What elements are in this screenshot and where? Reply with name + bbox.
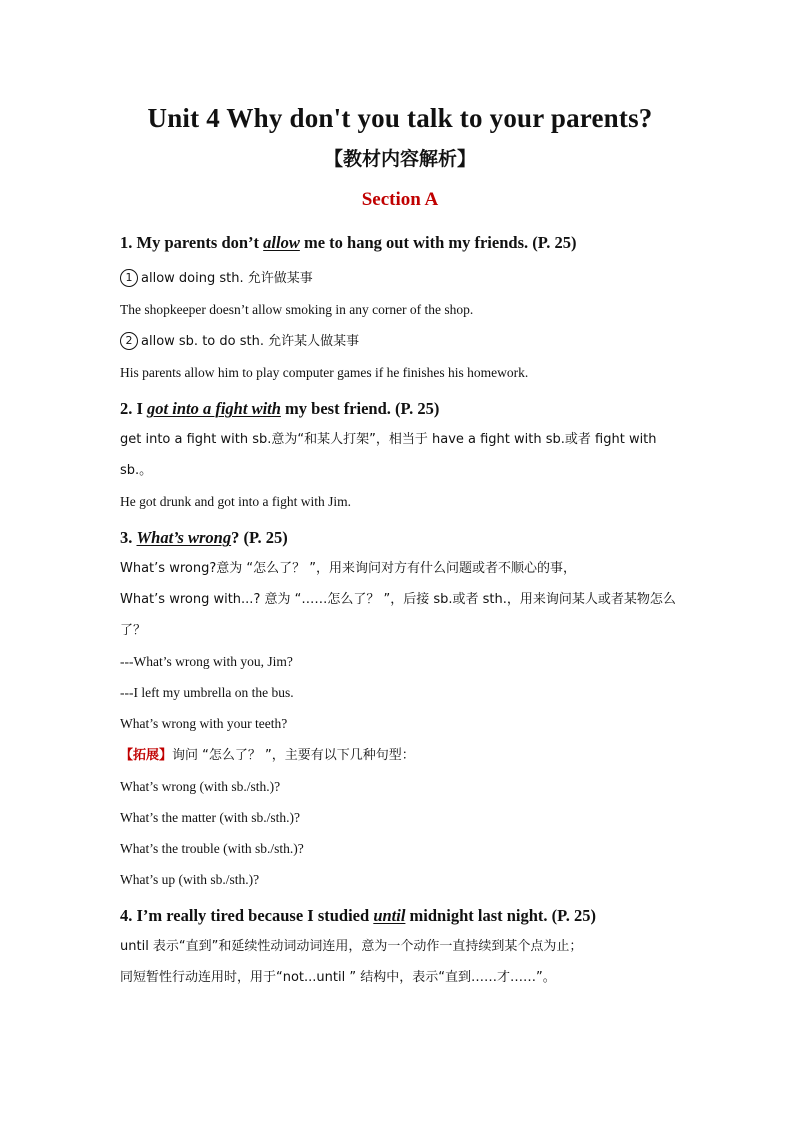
heading-text: my best friend. (P. 25) bbox=[280, 399, 440, 418]
circled-number: 1 bbox=[120, 269, 138, 287]
item-1 bbox=[120, 228, 680, 388]
dialog-line: ---What’s wrong with you, Jim? bbox=[120, 654, 293, 669]
usage-text: allow doing sth. 允许做某事 bbox=[141, 271, 313, 286]
heading-text: midnight last night. (P. 25) bbox=[405, 906, 596, 925]
document-page bbox=[120, 98, 680, 993]
heading-text: 3. bbox=[120, 528, 137, 547]
heading-text: ? (P. 25) bbox=[231, 528, 288, 547]
example-line: His parents allow him to play computer games if he finishes his homework. bbox=[120, 365, 529, 380]
keyword: got into a fight with bbox=[147, 399, 281, 418]
usage-text: allow sb. to do sth. 允许某人做某事 bbox=[141, 334, 360, 349]
explanation-line: until 表示“直到”和延续性动词动词连用，意为一个动作一直持续到某个点为止； bbox=[120, 939, 583, 954]
heading-text: 2. I bbox=[120, 399, 148, 418]
item-4 bbox=[120, 901, 680, 993]
explanation-line: 同短暂性行动连用时，用于“not...until ” 结构中，表示“直到……才……”。 bbox=[120, 970, 556, 985]
example-line: What’s wrong with your teeth? bbox=[120, 716, 288, 731]
item-3-heading bbox=[120, 523, 680, 553]
item-2-heading bbox=[120, 394, 680, 424]
heading-text: 4. I’m really tired because I studied bbox=[120, 906, 374, 925]
page-title: Unit 4 Why don't you talk to your parents? bbox=[147, 103, 653, 133]
circled-number: 2 bbox=[120, 332, 138, 350]
keyword: until bbox=[373, 906, 406, 925]
example-line: The shopkeeper doesn’t allow smoking in any corner of the shop. bbox=[120, 302, 474, 317]
expand-label: 【拓展】 bbox=[120, 748, 173, 763]
pattern-line: What’s wrong (with sb./sth.)? bbox=[120, 779, 281, 794]
item-1-heading bbox=[120, 228, 680, 258]
expand-line bbox=[120, 739, 680, 771]
heading-text: 1. My parents don’t bbox=[120, 233, 264, 252]
keyword: allow bbox=[263, 233, 300, 252]
explanation-line: get into a fight with sb.意为“和某人打架”，相当于 have a fight with sb.或者 fight with sb.。 bbox=[120, 432, 657, 478]
expand-text: 询问 “怎么了？ ”，主要有以下几种句型： bbox=[172, 748, 415, 763]
usage-line bbox=[120, 325, 680, 357]
example-line: He got drunk and got into a fight with Jim. bbox=[120, 494, 351, 509]
usage-line bbox=[120, 262, 680, 294]
pattern-line: What’s the matter (with sb./sth.)? bbox=[120, 810, 300, 825]
section-heading: Section A bbox=[361, 189, 439, 210]
explanation-line: What’s wrong with...? 意为 “……怎么了？ ”，后接 sb.或者 sth.，用来询问某人或者某物怎么了？ bbox=[120, 592, 676, 638]
item-2 bbox=[120, 394, 680, 517]
dialog-line: ---I left my umbrella on the bus. bbox=[120, 685, 294, 700]
item-3 bbox=[120, 523, 680, 895]
pattern-line: What’s the trouble (with sb./sth.)? bbox=[120, 841, 304, 856]
item-4-heading bbox=[120, 901, 680, 931]
page-subtitle: 【教材内容解析】 bbox=[323, 148, 476, 170]
keyword: What’s wrong bbox=[136, 528, 232, 547]
pattern-line: What’s up (with sb./sth.)? bbox=[120, 872, 260, 887]
explanation-line: What’s wrong?意为 “怎么了？ ”，用来询问对方有什么问题或者不顺心的事， bbox=[120, 561, 576, 576]
heading-text: me to hang out with my friends. (P. 25) bbox=[299, 233, 577, 252]
